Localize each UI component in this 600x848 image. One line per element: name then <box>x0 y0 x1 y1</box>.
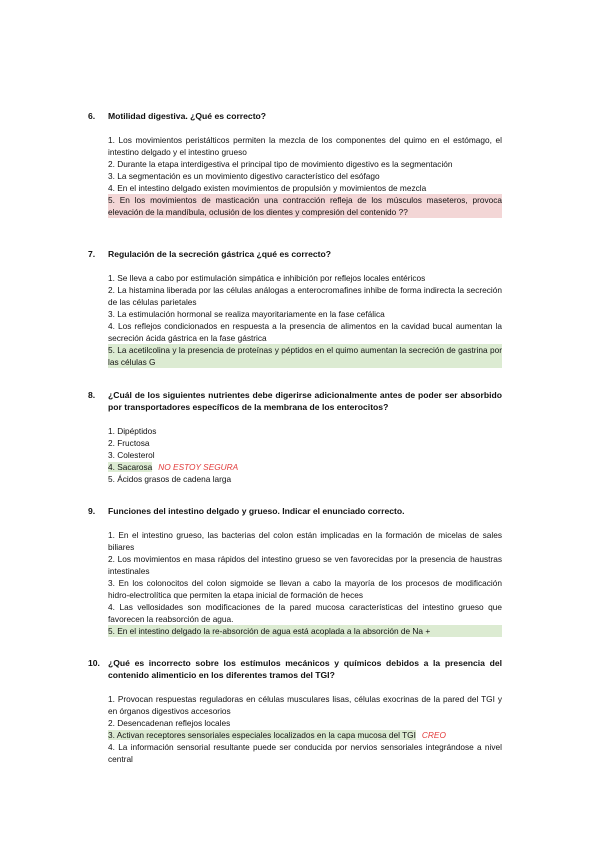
options-list <box>108 529 502 637</box>
option-5: 5. Ácidos grasos de cadena larga <box>108 474 232 484</box>
question-9 <box>88 505 502 637</box>
option-4: 4. Las vellosidades son modificaciones de la pared mucosa características del intestino grueso que favorecen la reabsorción de agua. <box>108 602 502 624</box>
question-number: 6. <box>88 111 96 121</box>
option-1: 1. En el intestino grueso, las bacterias del colon están implicadas en la formación de micelas de sales biliares <box>108 530 502 552</box>
question-6 <box>88 110 502 218</box>
option-3: 3. La segmentación es un movimiento digestivo característico del esófago <box>108 171 380 181</box>
option-4 <box>108 461 502 473</box>
question-8 <box>88 389 502 485</box>
annotation-note: CREO <box>421 730 446 740</box>
question-7 <box>88 248 502 368</box>
options-list <box>108 425 502 485</box>
option-2: 2. La histamina liberada por las células análogas a enterocromafines inhibe de forma indirecta la secreción de las células parietales <box>108 285 502 307</box>
option-3: 3. Colesterol <box>108 450 155 460</box>
option-1: 1. Provocan respuestas reguladoras en células musculares lisas, células exocrinas de la pared del TGI y en órganos digestivos accesorios <box>108 694 502 716</box>
question-number: 9. <box>88 506 96 516</box>
option-2: 2. Desencadenan reflejos locales <box>108 718 231 728</box>
option-5-highlighted: 5. En los movimientos de masticación una contracción refleja de los músculos maseteros, provoca elevación de la mandíbula, oclusión de los dientes y compresión del contenido ?? <box>108 195 502 217</box>
option-4: 4. La información sensorial resultante puede ser conducida por nervios sensoriales integrándose a nivel central <box>108 742 502 764</box>
question-title: ¿Qué es incorrecto sobre los estímulos mecánicos y químicos debidos a la presencia del contenido alimenticio en los diferentes tramos del TGI? <box>108 658 502 680</box>
question-title: Motilidad digestiva. ¿Qué es correcto? <box>108 111 267 121</box>
annotation-note: NO ESTOY SEGURA <box>158 462 239 472</box>
options-list <box>108 272 502 368</box>
question-title: Regulación de la secreción gástrica ¿qué es correcto? <box>108 249 332 259</box>
option-1: 1. Se lleva a cabo por estimulación simpática e inhibición por reflejos locales entéricos <box>108 273 426 283</box>
option-3 <box>108 729 502 741</box>
question-number: 10. <box>88 658 100 668</box>
option-2: 2. Durante la etapa interdigestiva el principal tipo de movimiento digestivo es la segmentación <box>108 159 453 169</box>
options-list <box>108 693 502 765</box>
option-2: 2. Fructosa <box>108 438 150 448</box>
option-5-highlighted: 5. La acetilcolina y la presencia de proteínas y péptidos en el quimo aumentan la secreción de gastrina por las células G <box>108 345 502 367</box>
option-4: 4. En el intestino delgado existen movimientos de propulsión y movimientos de mezcla <box>108 183 427 193</box>
option-3: 3. La estimulación hormonal se realiza mayoritariamente en la fase cefálica <box>108 309 385 319</box>
options-list <box>108 134 502 218</box>
question-title: ¿Cuál de los siguientes nutrientes debe digerirse adicionalmente antes de poder ser absorbido por transportadores específicos de la membrana de los enterocitos? <box>108 390 502 412</box>
question-title: Funciones del intestino delgado y grueso. Indicar el enunciado correcto. <box>108 506 405 516</box>
option-5-highlighted: 5. En el intestino delgado la re-absorción de agua está acoplada a la absorción de Na + <box>108 625 502 637</box>
option-3-highlighted: 3. Activan receptores sensoriales especiales localizados en la capa mucosa del TGI <box>108 730 416 740</box>
option-4: 4. Los reflejos condicionados en respuesta a la presencia de alimentos en la cavidad bucal aumentan la secreción ácida gástrica en la fase gástrica <box>108 321 502 343</box>
question-number: 7. <box>88 249 96 259</box>
question-number: 8. <box>88 390 96 400</box>
option-3: 3. En los colonocitos del colon sigmoide se llevan a cabo la mayoría de los procesos de modificación hidro-electrolítica que permiten la etapa inicial de formación de heces <box>108 578 502 600</box>
option-4-highlighted: 4. Sacarosa <box>108 462 153 472</box>
option-1: 1. Los movimientos peristálticos permiten la mezcla de los componentes del quimo en el estómago, el intestino delgado y el intestino grueso <box>108 135 502 157</box>
option-2: 2. Los movimientos en masa rápidos del intestino grueso se ven favorecidas por la presencia de haustras intestinales <box>108 554 502 576</box>
option-1: 1. Dipéptidos <box>108 426 157 436</box>
question-10 <box>88 657 502 765</box>
